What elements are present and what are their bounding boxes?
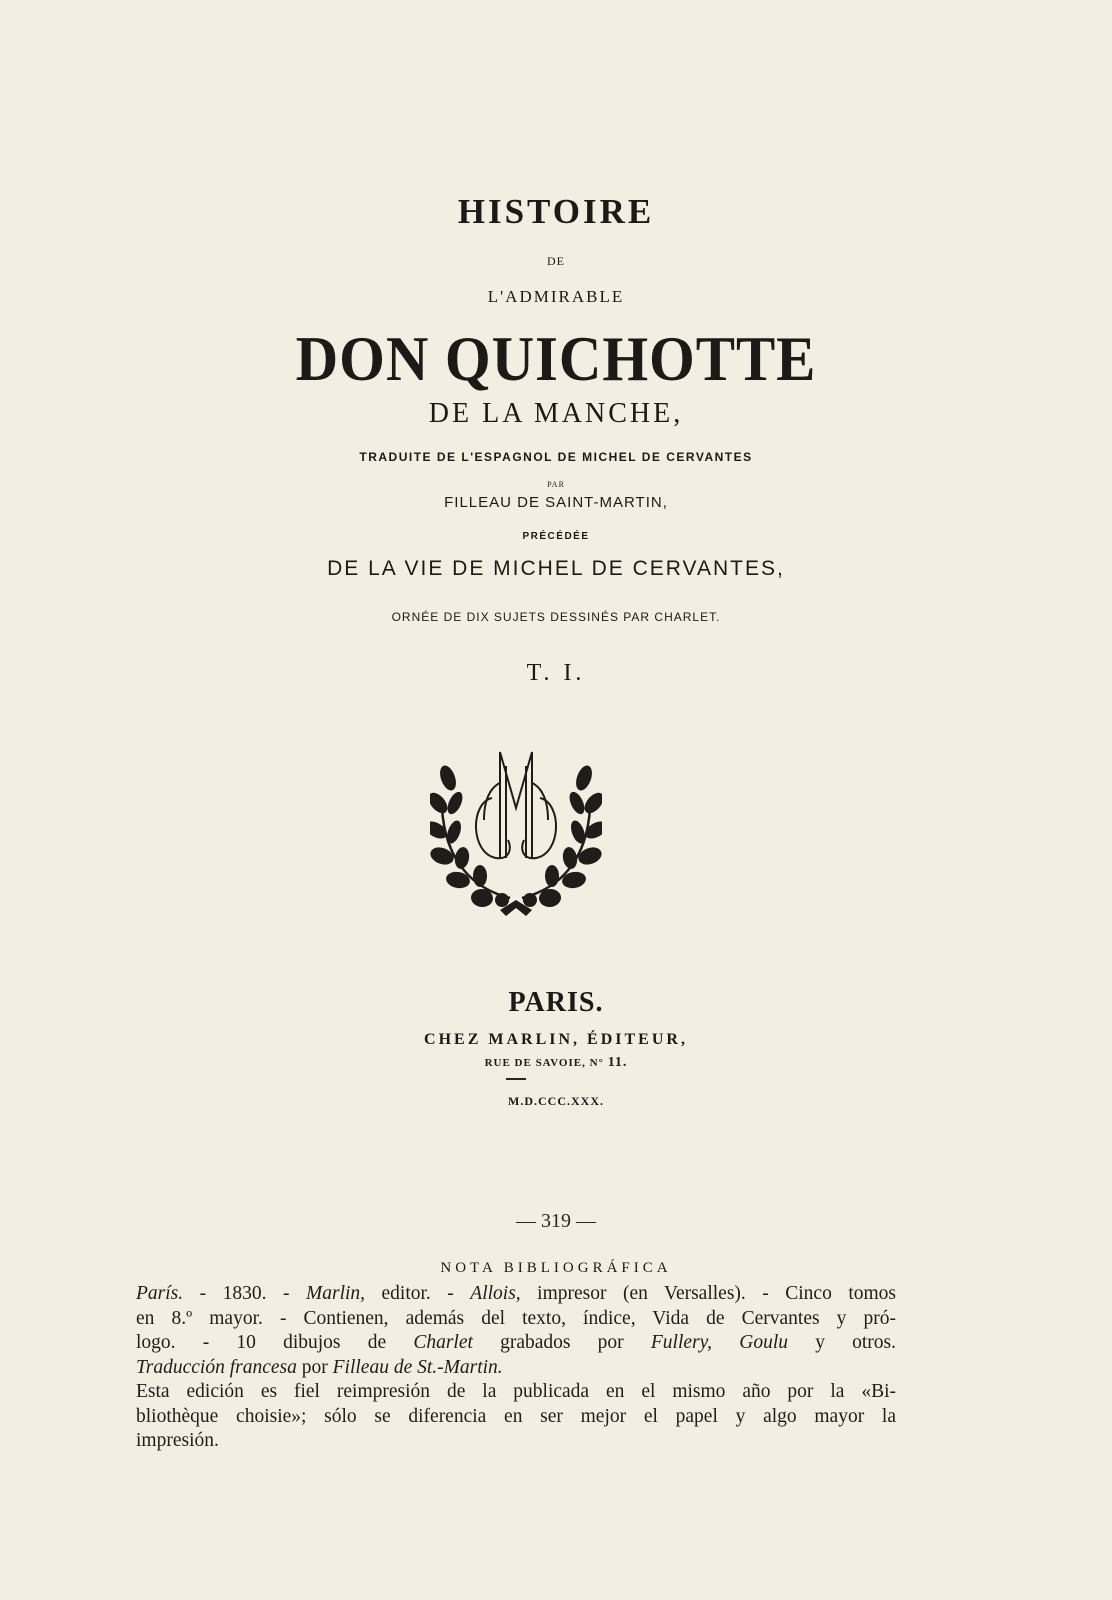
title-admirable: L'ADMIRABLE [487, 287, 625, 306]
laurel-monogram-icon [430, 748, 602, 918]
title-vie-cervantes: DE LA VIE DE MICHEL DE CERVANTES, [327, 557, 785, 580]
title-de-la-manche: DE LA MANCHE, [428, 398, 684, 429]
title-de: DE [547, 254, 565, 268]
imprint-divider [506, 1078, 526, 1080]
imprint-publisher: CHEZ MARLIN, ÉDITEUR, [424, 1031, 688, 1048]
imprint-date: M.D.CCC.XXX. [508, 1094, 604, 1108]
note-line-7: impresión. [136, 1430, 219, 1451]
imprint-address-street: RUE DE SAVOIE, N° [484, 1057, 604, 1069]
title-don-quichotte: DON QUICHOTTE [295, 323, 817, 394]
title-tome: T. I. [526, 660, 586, 686]
note-line-4: Traducción francesa por Filleau de St.-Martin. [136, 1356, 503, 1378]
note-line-3: logo. - 10 dibujos de Charlet grabados por Fullery, Goulu y otros. [136, 1332, 896, 1353]
title-ornee: ORNÉE DE DIX SUJETS DESSINÉS PAR CHARLET. [391, 610, 721, 624]
bibliographic-note [136, 1282, 896, 1454]
imprint-city: PARIS. [508, 987, 604, 1018]
imprint-address [0, 1055, 1112, 1071]
note-line-6: bliothèque choisie»; sólo se diferencia en ser mejor el papel y algo mayor la [136, 1405, 896, 1427]
note-line-2: en 8.º mayor. - Contienen, además del texto, índice, Vida de Cervantes y pró- [136, 1307, 896, 1329]
note-line-1: París. - 1830. - Marlin, editor. - Allois, impresor (en Versalles). - Cinco tomos [136, 1283, 897, 1304]
page-number: — 319 — [516, 1210, 596, 1232]
nota-heading: NOTA BIBLIOGRÁFICA [440, 1260, 672, 1276]
title-par: PAR [547, 480, 565, 489]
title-histoire: HISTOIRE [457, 192, 655, 231]
imprint-address-number: 11. [607, 1055, 628, 1070]
title-traduite: TRADUITE DE L'ESPAGNOL DE MICHEL DE CERVANTES [359, 450, 753, 464]
note-line-5: Esta edición es fiel reimpresión de la publicada en el mismo año por la «Bi- [136, 1381, 896, 1402]
title-precedee: PRÉCÉDÉE [522, 531, 590, 542]
title-translator: FILLEAU DE SAINT-MARTIN, [444, 494, 668, 511]
